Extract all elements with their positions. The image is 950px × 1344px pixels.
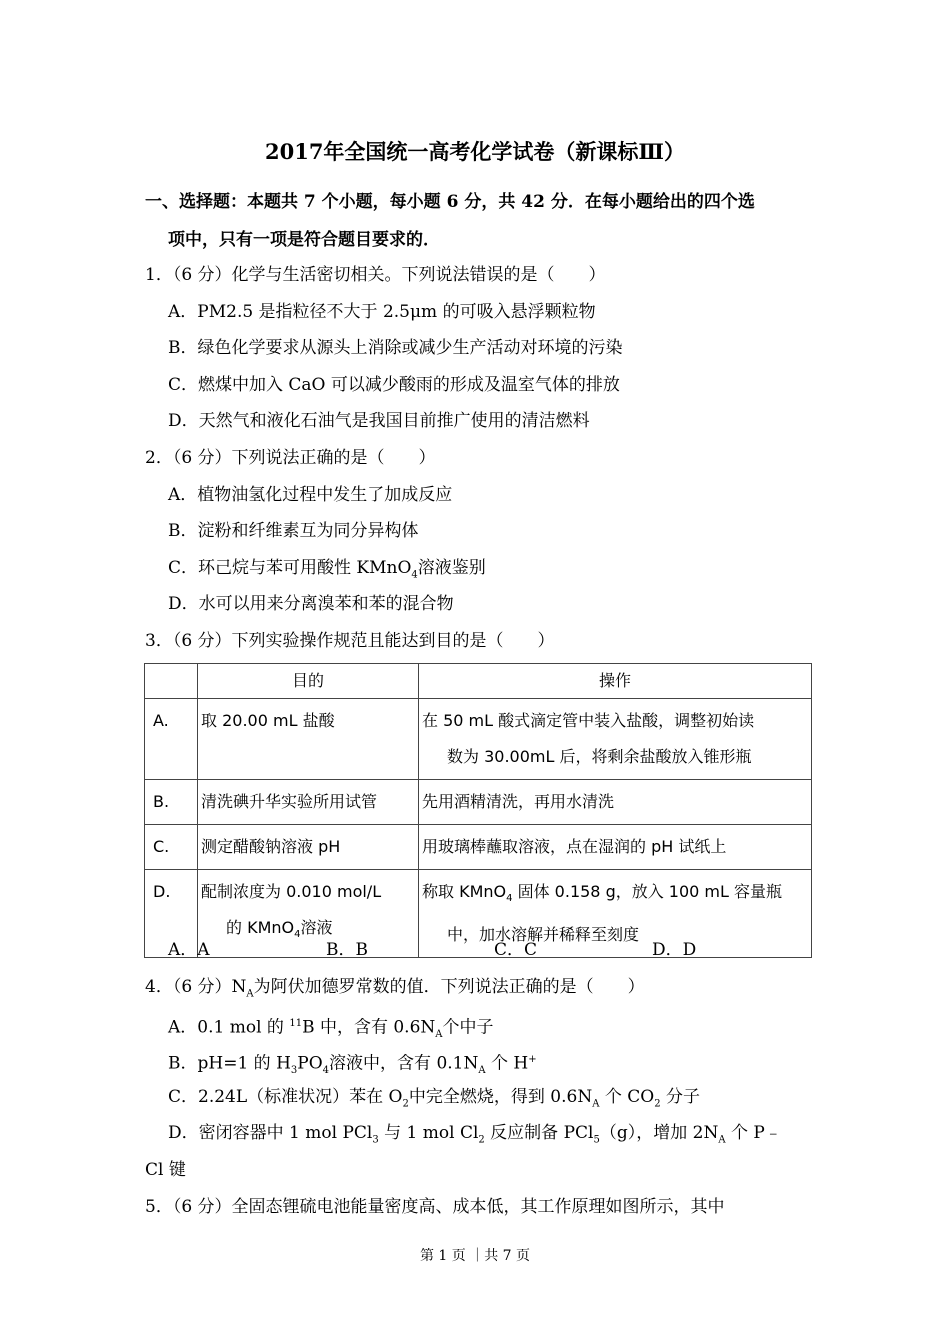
q2-option-c: C．环己烷与苯可用酸性 KMnO$_4$溶液鉴别 xyxy=(168,558,486,581)
table-header-key xyxy=(145,664,198,699)
q1-stem: 1．（6 分）化学与生活密切相关。下列说法错误的是（ ） xyxy=(145,265,606,285)
q1-option-b: B．绿色化学要求从源头上消除或减少生产活动对环境的污染 xyxy=(168,338,623,358)
row-key: B. xyxy=(145,780,198,825)
row-key: D. xyxy=(145,870,198,958)
table-header-row xyxy=(145,664,812,699)
q1-option-a: A．PM2.5 是指粒径不大于 2.5μm 的可吸入悬浮颗粒物 xyxy=(168,302,596,322)
table-row xyxy=(145,699,812,780)
row-purpose: 测定醋酸钠溶液 pH xyxy=(198,825,419,870)
table-header-operation: 操作 xyxy=(419,664,812,699)
page-title: 2017年全国统一高考化学试卷（新课标Ⅲ） xyxy=(264,139,686,164)
q2-option-a: A．植物油氢化过程中发生了加成反应 xyxy=(168,485,453,505)
page-footer: 第 1 页 ｜共 7 页 xyxy=(419,1248,531,1264)
section-heading-line2: 项中，只有一项是符合题目要求的． xyxy=(168,230,440,250)
q2-stem: 2．（6 分）下列说法正确的是（ ） xyxy=(145,448,436,468)
row-purpose: 配制浓度为 0.010 mol/L 的 KMnO$_4$溶液 xyxy=(198,870,419,958)
table-row xyxy=(145,780,812,825)
row-operation: 称取 KMnO$_4$ 固体 0.158 g，放入 100 mL 容量瓶 中，加水溶解并稀释至刻度 xyxy=(419,870,812,958)
row-purpose: 取 20.00 mL 盐酸 xyxy=(198,699,419,780)
q4-option-a: A．0.1 mol 的 $^{11}$B 中，含有 $0.6N_A$个中子 xyxy=(168,1017,494,1041)
section-heading-line1: 一、选择题：本题共 7 个小题，每小题 6 分，共 42 分．在每小题给出的四个选 xyxy=(145,192,755,212)
q3-choice-a: A．A xyxy=(168,940,210,960)
q3-experiment-table xyxy=(144,663,812,958)
row-operation: 在 50 mL 酸式滴定管中装入盐酸，调整初始读 数为 30.00mL 后，将剩余盐酸放入锥形瓶 xyxy=(419,699,812,780)
q4-option-b: B．pH=1 的 $H_3PO_4$溶液中，含有 $0.1N_A$ 个 H+ xyxy=(168,1053,537,1077)
q3-choice-c: C．C xyxy=(494,940,538,960)
q3-choice-b: B．B xyxy=(326,940,368,960)
row-operation: 先用酒精清洗，再用水清洗 xyxy=(419,780,812,825)
q2-option-b: B．淀粉和纤维素互为同分异构体 xyxy=(168,521,419,541)
q1-option-c: C．燃煤中加入 CaO 可以减少酸雨的形成及温室气体的排放 xyxy=(168,375,620,395)
q4-stem: 4．（6 分）$N_A$为阿伏加德罗常数的值．下列说法正确的是（ ） xyxy=(145,977,645,1000)
q5-stem: 5．（6 分）全固态锂硫电池能量密度高、成本低，其工作原理如图所示，其中 xyxy=(145,1197,725,1217)
table-row xyxy=(145,825,812,870)
table-header-purpose: 目的 xyxy=(198,664,419,699)
q1-option-d: D．天然气和液化石油气是我国目前推广使用的清洁燃料 xyxy=(168,411,590,431)
q4-option-d-continued: Cl 键 xyxy=(145,1160,186,1180)
q3-choice-d: D．D xyxy=(652,940,697,960)
q4-option-c: C．2.24L（标准状况）苯在 $O_2$中完全燃烧，得到 $0.6N_A$ 个 $CO_2$ 分子 xyxy=(168,1087,700,1110)
q3-stem: 3．（6 分）下列实验操作规范且能达到目的是（ ） xyxy=(145,631,555,651)
q3-choices xyxy=(168,938,696,962)
row-key: C. xyxy=(145,825,198,870)
row-key: A. xyxy=(145,699,198,780)
row-purpose: 清洗碘升华实验所用试管 xyxy=(198,780,419,825)
row-operation: 用玻璃棒蘸取溶液，点在湿润的 pH 试纸上 xyxy=(419,825,812,870)
q4-option-d: D．密闭容器中 1 mol PCl$_3$ 与 1 mol $Cl_2$ 反应制备 PCl$_5$（g），增加 $2N_A$ 个 P﹣ xyxy=(168,1123,782,1146)
q2-option-d: D．水可以用来分离溴苯和苯的混合物 xyxy=(168,594,454,614)
